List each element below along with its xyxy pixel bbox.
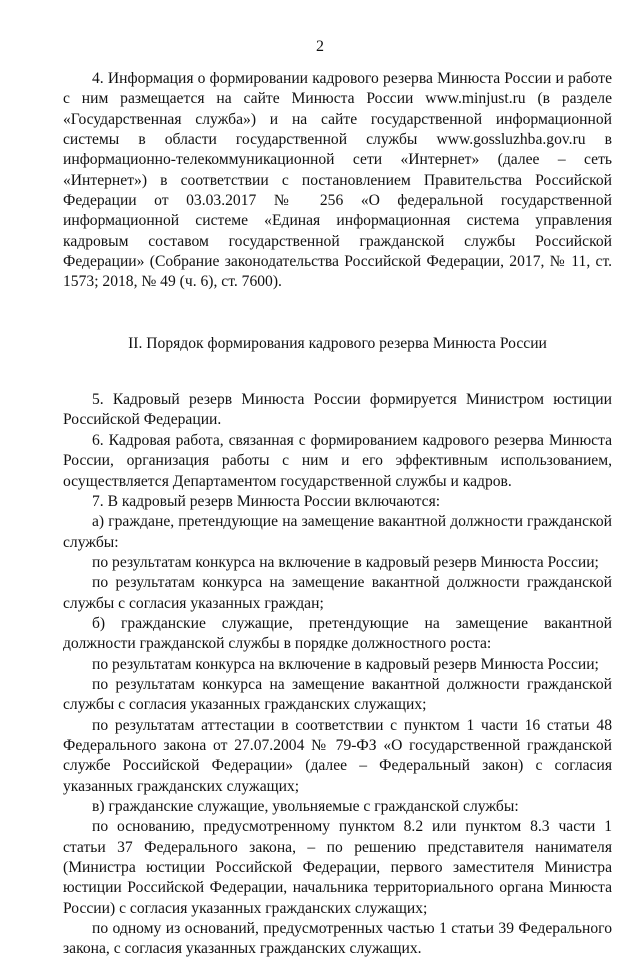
subparagraph-b: б) гражданские служащие, претендующие на замещение вакантной должности гражданской службы в порядке должностного роста: <box>63 614 612 653</box>
spacer <box>63 354 612 390</box>
section-heading: II. Порядок формирования кадрового резерва Минюста России <box>128 334 547 352</box>
list-item: по результатам конкурса на замещение вакантной должности гражданской службы с согласия указанных гражданских служащих; <box>63 675 612 714</box>
subparagraph-v: в) гражданские служащие, увольняемые с гражданской службы: <box>92 798 519 815</box>
subparagraph-a: а) граждане, претендующие на замещение вакантной должности гражданской службы: <box>63 513 612 551</box>
document-body <box>63 69 612 960</box>
paragraph-5: 5. Кадровый резерв Минюста России формируется Министром юстиции Российской Федерации. <box>63 391 612 429</box>
spacer <box>63 293 612 334</box>
list-item: по основанию, предусмотренному пунктом 8.2 или пунктом 8.3 части 1 статьи 37 Федерального закона, – по решению представителя нанимателя (Министра юстиции Российской Федерации, первого заместителя Министра юстиции Российской Федерации, начальника территориального органа Минюста России) с согласия указанных гражданских служащих; <box>63 818 612 917</box>
list-item: по одному из оснований, предусмотренных частью 1 статьи 39 Федерального закона, с согласия указанных гражданских служащих. <box>63 920 612 958</box>
paragraph-6: 6. Кадровая работа, связанная с формированием кадрового резерва Минюста России, организация работы с ним и его эффективным использованием, осуществляется Департаментом государственной службы и кадров. <box>63 431 612 490</box>
paragraph-4: 4. Информация о формировании кадрового резерва Минюста России и работе с ним размещается на сайте Минюста России www.minjust.ru (в разделе «Государственная служба») и на сайте государственной информационной системы в области государственной службы www.gossluzhba.gov.ru в информационно-телекоммуникационной сети «Интернет» (далее – сеть «Интернет») в соответствии с постановлением Правительства Российской Федерации от 03.03.2017 № 256 «О федеральной государственной информационной системе «Единая информационная система управления кадровым составом государственной гражданской службы Российской Федерации» (Собрание законодательства Российской Федерации, 2017, № 11, ст. 1573; 2018, № 49 (ч. 6), ст. 7600). <box>63 70 612 291</box>
list-item: по результатам конкурса на включение в кадровый резерв Минюста России; <box>92 553 599 571</box>
list-item: по результатам аттестации в соответствии с пунктом 1 части 16 статьи 48 Федерального закона от 27.07.2004 № 79-ФЗ «О государственной гражданской службе Российской Федерации» (далее – Федеральный закон) с согласия указанных гражданских служащих; <box>63 716 612 795</box>
list-item: по результатам конкурса на включение в кадровый резерв Минюста России; <box>92 655 599 673</box>
list-item: по результатам конкурса на замещение вакантной должности гражданской службы с согласия указанных граждан; <box>63 574 612 612</box>
page-number: 2 <box>316 38 324 55</box>
paragraph-7: 7. В кадровый резерв Минюста России включаются: <box>92 492 441 510</box>
